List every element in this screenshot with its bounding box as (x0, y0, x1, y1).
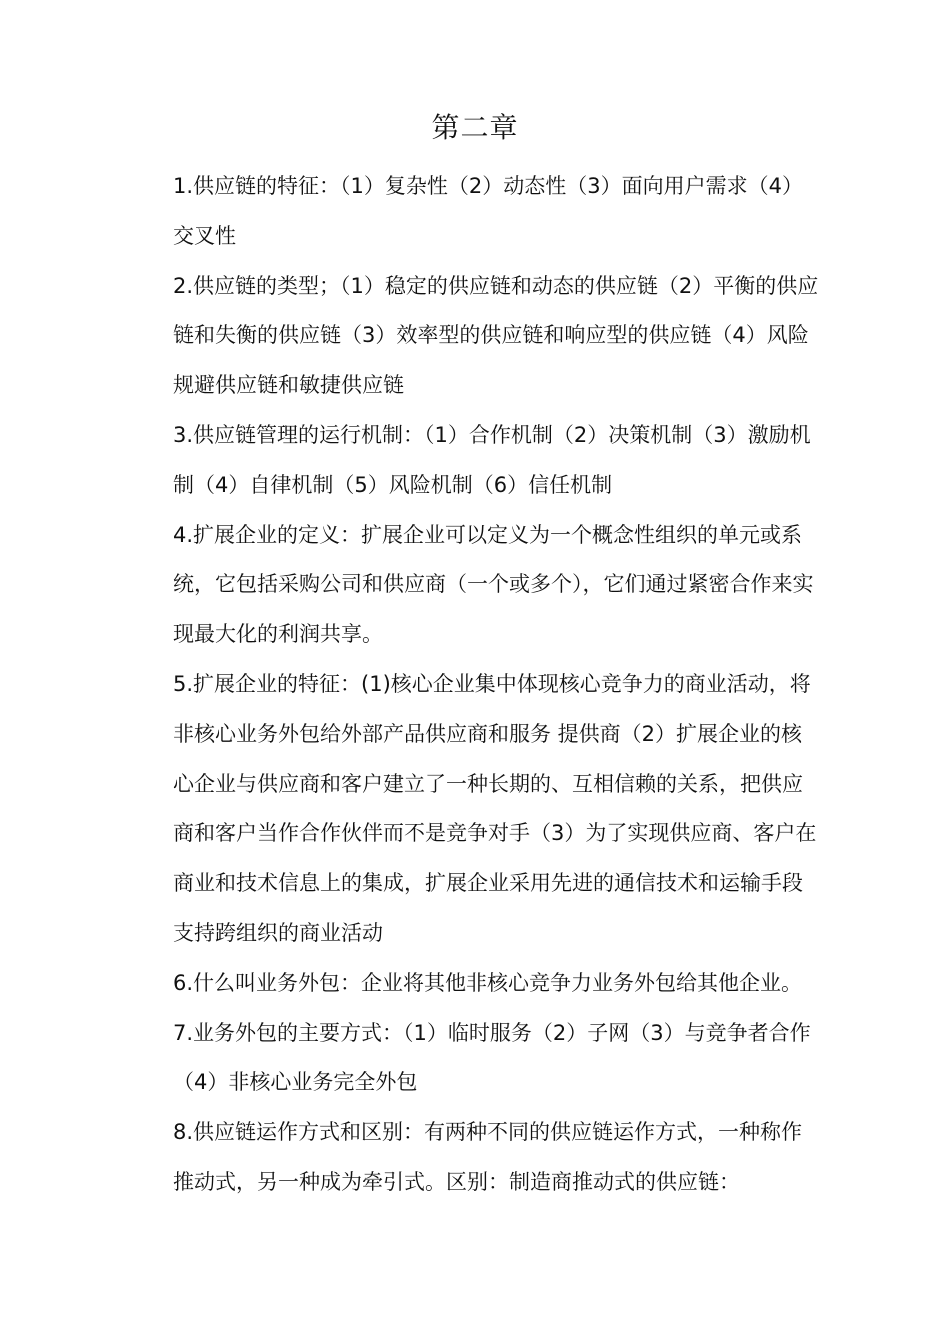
paragraph-5: 5.扩展企业的特征：(1)核心企业集中体现核心竞争力的商业活动，将非核心业务外包给外部产品供应商和服务 提供商（2）扩展企业的核心企业与供应商和客户建立了一种长期的、互相信赖的关系，把供应商和客户当作合作伙伴而不是竞争对手（3）为了实现供应商、客户在商业和技术信息上的集成，扩展企业采用先进的通信技术和运输手段支持跨组织的商业活动 (173, 671, 817, 945)
paragraph-8: 8.供应链运作方式和区别：有两种不同的供应链运作方式，一种称作推动式，另一种成为牵引式。区别：制造商推动式的供应链： (173, 1120, 803, 1194)
paragraph-6: 6.什么叫业务外包：企业将其他非核心竞争力业务外包给其他企业。 (173, 970, 803, 995)
paragraph-2: 2.供应链的类型；（1）稳定的供应链和动态的供应链（2）平衡的供应链和失衡的供应链（3）效率型的供应链和响应型的供应链（4）风险规避供应链和敏捷供应链 (173, 273, 819, 398)
paragraph-1: 1.供应链的特征：（1）复杂性（2）动态性（3）面向用户需求（4）交叉性 (173, 174, 803, 248)
paragraph-3: 3.供应链管理的运行机制：（1）合作机制（2）决策机制（3）激励机制（4）自律机制（5）风险机制（6）信任机制 (173, 422, 811, 497)
document-body (173, 162, 823, 1208)
chapter-title: 第二章 (431, 111, 519, 144)
paragraph-4: 4.扩展企业的定义：扩展企业可以定义为一个概念性组织的单元或系统，它包括采购公司和供应商（一个或多个），它们通过紧密合作来实现最大化的利润共享。 (173, 522, 814, 647)
paragraph-7: 7.业务外包的主要方式：（1）临时服务（2）子网（3）与竞争者合作（4）非核心业务完全外包 (173, 1020, 811, 1095)
